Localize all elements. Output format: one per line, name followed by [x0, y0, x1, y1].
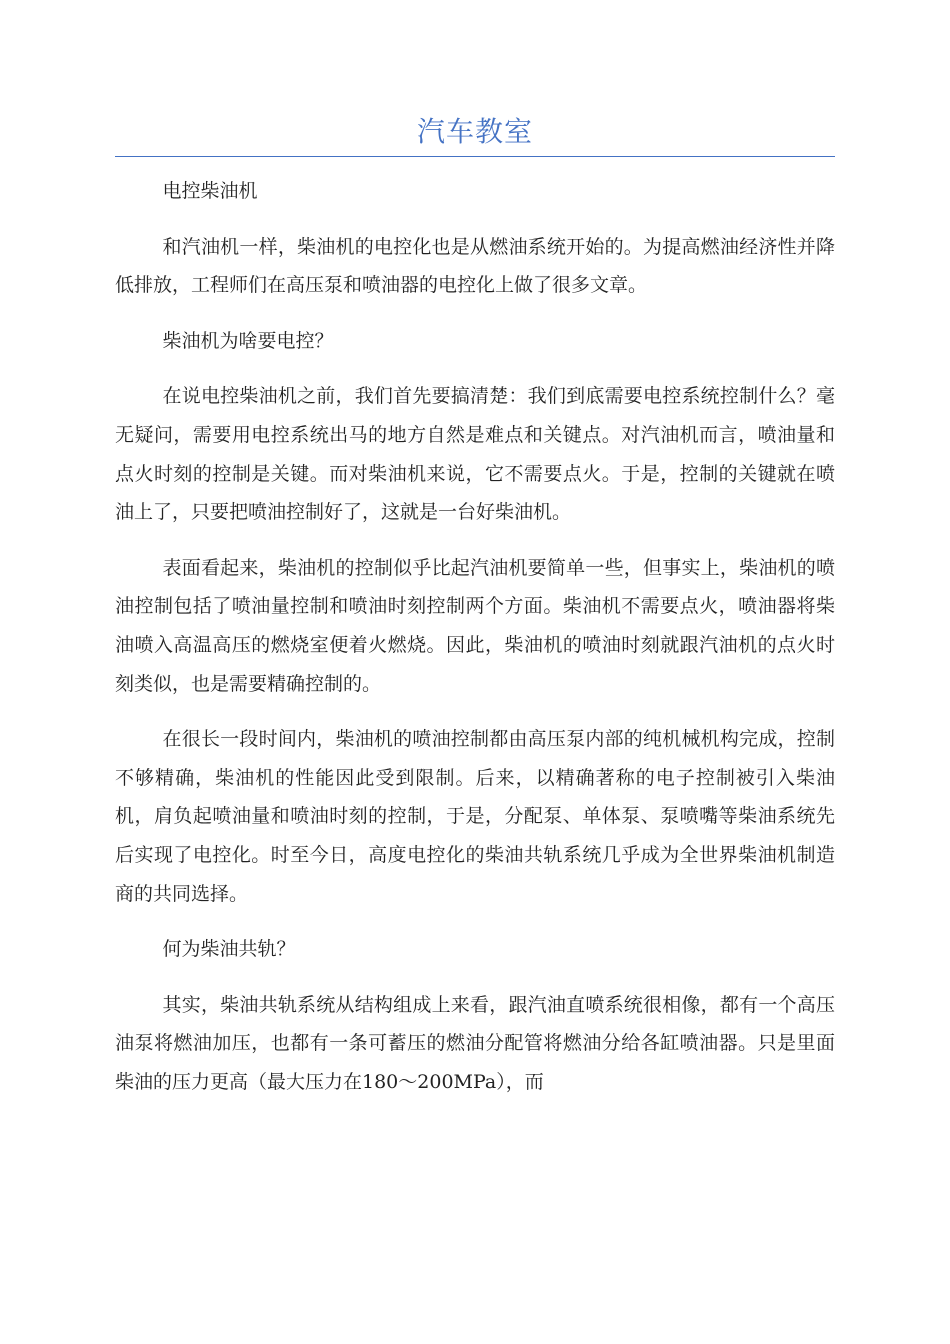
body-paragraph: 其实，柴油共轨系统从结构组成上来看，跟汽油直喷系统很相像，都有一个高压油泵将燃油加压，也都有一条可蓄压的燃油分配管将燃油分给各缸喷油器。只是里面柴油的压力更高（最大压力在180～200MPa），而: [115, 993, 835, 1093]
page-header: [115, 112, 835, 157]
section-heading: 何为柴油共轨？: [162, 938, 296, 961]
header-title: 汽车教室: [416, 115, 533, 148]
body-paragraph: 在很长一段时间内，柴油机的喷油控制都由高压泵内部的纯机械机构完成，控制不够精确，柴油机的性能因此受到限制。后来，以精确著称的电子控制被引入柴油机，肩负起喷油量和喷油时刻的控制，于是，分配泵、单体泵、泵喷嘴等柴油系统先后实现了电控化。时至今日，高度电控化的柴油共轨系统几乎成为全世界柴油机制造商的共同选择。: [115, 728, 835, 905]
body-paragraph: 表面看起来，柴油机的控制似乎比起汽油机要简单一些，但事实上，柴油机的喷油控制包括了喷油量控制和喷油时刻控制两个方面。柴油机不需要点火，喷油器将柴油喷入高温高压的燃烧室便着火燃烧。因此，柴油机的喷油时刻就跟汽油机的点火时刻类似，也是需要精确控制的。: [115, 556, 835, 695]
section-heading: 电控柴油机: [162, 180, 258, 202]
body-paragraph: 和汽油机一样，柴油机的电控化也是从燃油系统开始的。为提高燃油经济性并降低排放，工程师们在高压泵和喷油器的电控化上做了很多文章。: [115, 235, 835, 297]
document-body: [115, 172, 835, 1118]
section-heading: 柴油机为啥要电控？: [162, 329, 334, 352]
body-paragraph: 在说电控柴油机之前，我们首先要搞清楚：我们到底需要电控系统控制什么？毫无疑问，需要用电控系统出马的地方自然是难点和关键点。对汽油机而言，喷油量和点火时刻的控制是关键。而对柴油机来说，它不需要点火。于是，控制的关键就在喷油上了，只要把喷油控制好了，这就是一台好柴油机。: [115, 385, 835, 524]
